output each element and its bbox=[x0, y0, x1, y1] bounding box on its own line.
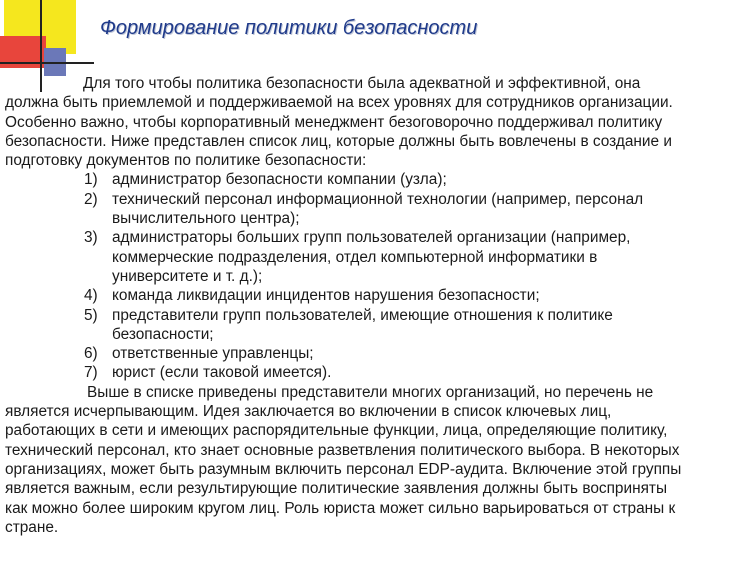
list-item bbox=[5, 344, 747, 363]
list-number: 6) bbox=[84, 345, 98, 363]
text-line: работающих в сети и имеющих распорядительные функции, лица, определяющие политику, bbox=[5, 422, 668, 440]
text-line: Особенно важно, чтобы корпоративный менеджмент безоговорочно поддерживал политику bbox=[5, 113, 663, 131]
text-line: Выше в списке приведены представители многих организаций, но перечень не bbox=[87, 383, 654, 401]
slide-title: Формирование политики безопасности bbox=[100, 17, 478, 39]
participants-list bbox=[5, 170, 747, 382]
list-text: администратор безопасности компании (узла); bbox=[112, 171, 447, 189]
list-text-continued: вычислительного центра); bbox=[112, 210, 300, 228]
list-text: администраторы больших групп пользователей организации (например, bbox=[112, 229, 631, 247]
list-text-continued: университете и т. д.); bbox=[112, 267, 263, 285]
list-item bbox=[5, 228, 747, 247]
list-number: 2) bbox=[84, 190, 98, 208]
list-text-continued: безопасности; bbox=[112, 325, 214, 343]
list-number: 3) bbox=[84, 229, 98, 247]
slide-body bbox=[5, 74, 747, 537]
text-line: Для того чтобы политика безопасности была адекватной и эффективной, она bbox=[83, 75, 641, 92]
text-line: технический персонал, кто знает основные разветвления политического выбора. В некоторых bbox=[5, 441, 680, 459]
list-text: команда ликвидации инцидентов нарушения безопасности; bbox=[112, 287, 540, 305]
list-item bbox=[5, 170, 747, 189]
list-item bbox=[5, 363, 747, 382]
list-number: 4) bbox=[84, 287, 98, 305]
text-line: безопасности. Ниже представлен список лиц, которые должны быть вовлечены в создание и bbox=[5, 132, 672, 150]
text-line: должна быть приемлемой и поддерживаемой на всех уровнях для сотрудников организации. bbox=[5, 94, 673, 112]
list-number: 5) bbox=[84, 306, 98, 324]
text-line: организациях, может быть разумным включить персонал EDP-аудита. Включение этой группы bbox=[5, 460, 682, 478]
horizontal-line bbox=[0, 62, 94, 64]
list-number: 7) bbox=[84, 364, 98, 382]
text-line: стране. bbox=[5, 518, 59, 536]
intro-paragraph bbox=[5, 74, 747, 170]
list-number: 1) bbox=[84, 171, 98, 189]
text-line: как можно более широким кругом лиц. Роль юриста может сильно варьироваться от страны к bbox=[5, 499, 676, 517]
list-item bbox=[5, 286, 747, 305]
list-text: ответственные управленцы; bbox=[112, 345, 314, 363]
outro-paragraph bbox=[5, 383, 747, 537]
text-line: является важным, если результирующие политические заявления должны быть восприняты bbox=[5, 480, 668, 498]
text-line: подготовку документов по политике безопасности: bbox=[5, 152, 367, 170]
text-line: является исчерпывающим. Идея заключается во включении в список ключевых лиц, bbox=[5, 403, 612, 421]
list-text-continued: коммерческие подразделения, отдел компьютерной информатики в bbox=[112, 248, 598, 266]
list-item bbox=[5, 306, 747, 325]
list-text: представители групп пользователей, имеющие отношения к политике bbox=[112, 306, 613, 324]
list-text: технический персонал информационной технологии (например, персонал bbox=[112, 190, 644, 208]
list-item bbox=[5, 190, 747, 209]
list-text: юрист (если таковой имеется). bbox=[112, 364, 332, 382]
